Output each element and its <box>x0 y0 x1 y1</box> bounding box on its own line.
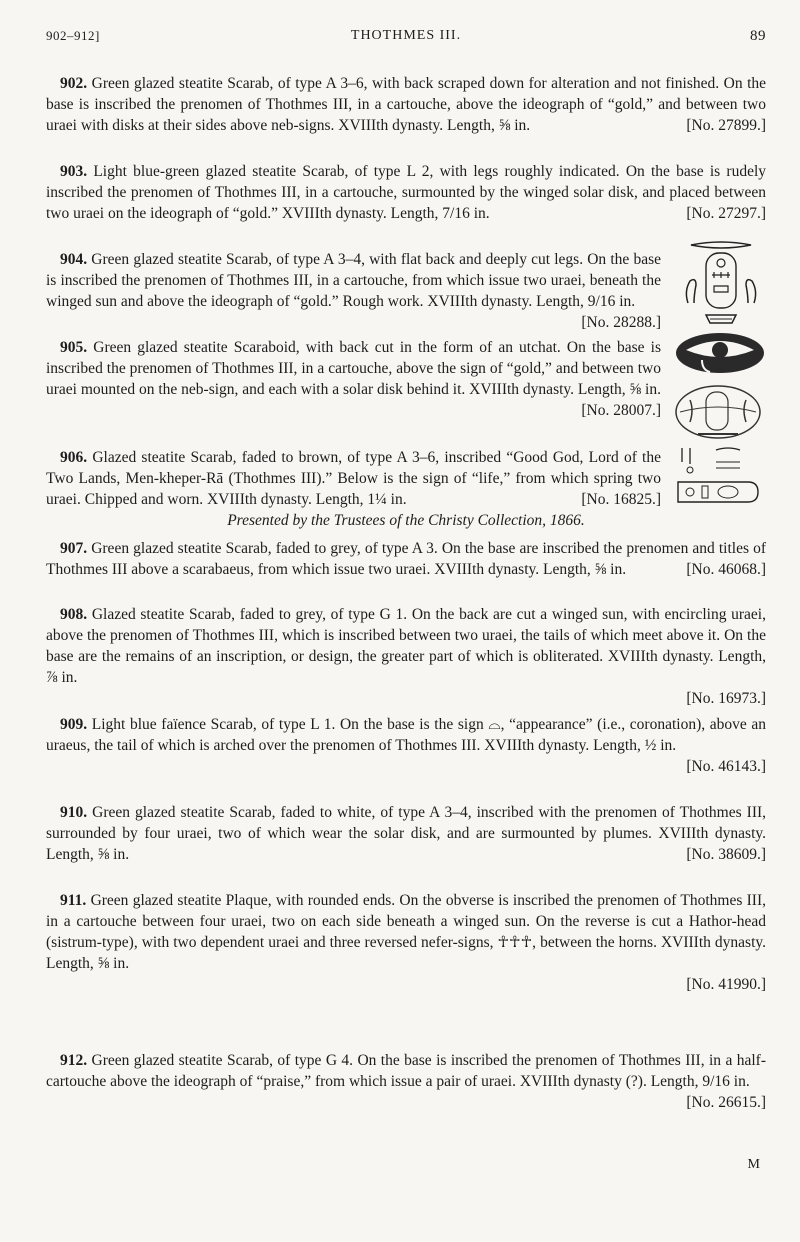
museum-number: [No. 27297.] <box>686 205 766 222</box>
museum-number: [No. 46143.] <box>686 758 766 775</box>
museum-number: [No. 38609.] <box>686 846 766 863</box>
entry-text: Green glazed steatite Scarab, faded to grey, of type A 3. On the base are inscribed the prenomen and titles of Thothmes III above a scarabaeus, from which issue two uraei. XVIIIth dynasty. Length, ⅝ in. <box>46 540 766 578</box>
entry-number: 910. <box>60 804 88 821</box>
entry-number: 904. <box>60 251 88 268</box>
entry-number: 908. <box>60 606 88 623</box>
catalogue-entry-907 <box>46 538 766 580</box>
catalogue-entry-902 <box>46 73 766 136</box>
catalogue-entry-908 <box>46 604 766 709</box>
catalogue-entry-906 <box>46 447 661 510</box>
page-number: 89 <box>750 28 766 44</box>
entry-text: Green glazed steatite Scaraboid, with back cut in the form of an utchat. On the base is inscribed the prenomen of Thothmes III, in a cartouche, above the sign of “gold,” and between two uraei mounted on the neb-sign, and each with a solar disk behind it. XVIIIth dynasty. Length, ⅝ in. <box>46 339 662 398</box>
catalogue-entry-912 <box>46 1050 766 1113</box>
entry-number: 909. <box>60 716 88 733</box>
entry-text: Green glazed steatite Scarab, faded to white, of type A 3–4, inscribed with the prenomen of Thothmes III, surrounded by four uraei, two of which wear the solar disk, and are surmounted by plumes. XVIIIth dynasty. Length, ⅝ in. <box>46 804 767 863</box>
entry-range: 902–912] <box>46 28 100 43</box>
presentation-note <box>46 510 766 531</box>
entry-text: Green glazed steatite Scarab, of type A 3–6, with back scraped down for alteration and not finished. On the base is inscribed the prenomen of Thothmes III, in a cartouche, above the ideograph of “gold,” and between two uraei with disks at their sides above neb-signs. XVIIIth dynasty. Length, ⅝ in. <box>46 75 767 134</box>
cartouche-figure-904 <box>676 241 766 327</box>
museum-number: [No. 46068.] <box>686 561 766 578</box>
museum-number: [No. 16973.] <box>686 690 766 707</box>
presented-by: Presented by the Trustees of the Christy Collection, 1866. <box>227 512 585 529</box>
page <box>46 28 766 50</box>
catalogue-entry-911 <box>46 890 766 995</box>
entry-text: Glazed steatite Scarab, faded to grey, of type G 1. On the back are cut a winged sun, with encircling uraei, above the prenomen of Thothmes III, which is inscribed between two uraei, the tails of which meet above it. On the base are the remains of an inscription, or design, the greater part of which is obliterated. XVIIIth dynasty. Length, ⅞ in. <box>46 606 766 686</box>
entry-number: 912. <box>60 1052 88 1069</box>
entry-text: Green glazed steatite Scarab, of type G 4. On the base is inscribed the prenomen of Thothmes III, in a half-cartouche above the ideograph of “praise,” from which issue a pair of uraei. XVIIIth dynasty (?). Length, 9/16 in. <box>46 1052 766 1090</box>
utchat-scaraboid-figure <box>672 330 768 376</box>
catalogue-entry-910 <box>46 802 766 865</box>
entry-number: 902. <box>60 75 88 92</box>
entry-text: Light blue-green glazed steatite Scarab, of type L 2, with legs roughly indicated. On the base is rudely inscribed the prenomen of Thothmes III, in a cartouche, surmounted by the winged solar disk, and placed between two uraei on the ideograph of “gold.” XVIIIth dynasty. Length, 7/16 in. <box>46 163 767 222</box>
museum-number: [No. 26615.] <box>686 1094 766 1111</box>
entry-text: Green glazed steatite Plaque, with rounded ends. On the obverse is inscribed the prenomen of Thothmes III, in a cartouche between four uraei, two on each side beneath a winged sun. On the reverse is cut a Hathor-head (sistrum-type), with two dependent uraei and three reversed nefer-signs, ☥☥☥, between the horns. XVIIIth dynasty. Length, ⅝ in. <box>46 892 766 972</box>
entry-number: 903. <box>60 163 88 180</box>
catalogue-entry-905 <box>46 337 661 421</box>
museum-number: [No. 16825.] <box>581 491 661 508</box>
entry-number: 906. <box>60 449 88 466</box>
entry-text: Glazed steatite Scarab, faded to brown, of type A 3–6, inscribed “Good God, Lord of the Two Lands, Men-kheper-Rā (Thothmes III).” Below is the sign of “life,” from which spring two uraei. Chipped and worn. XVIIIth dynasty. Length, 1¼ in. <box>46 449 661 508</box>
catalogue-entry-904 <box>46 249 661 333</box>
entry-number: 907. <box>60 540 88 557</box>
museum-number: [No. 27899.] <box>686 117 766 134</box>
museum-number: [No. 28007.] <box>581 402 661 419</box>
scarab-inscription-figure-906 <box>676 446 768 508</box>
running-title: THOTHMES III. <box>350 28 462 43</box>
entry-number: 905. <box>60 339 88 356</box>
signature-mark: M <box>747 1157 760 1172</box>
catalogue-entry-903 <box>46 161 766 224</box>
entry-number: 911. <box>60 892 87 909</box>
running-header <box>46 28 766 50</box>
scaraboid-base-figure <box>670 382 766 444</box>
museum-number: [No. 41990.] <box>686 976 766 993</box>
entry-text: Light blue faïence Scarab, of type L 1. On the base is the sign ⌓, “appearance” (i.e., coronation), above an uraeus, the tail of which is arched over the prenomen of Thothmes III. XVIIIth dynasty. Length, ½ in. <box>46 716 767 754</box>
museum-number: [No. 28288.] <box>581 314 661 331</box>
entry-text: Green glazed steatite Scarab, of type A 3–4, with flat back and deeply cut legs. On the base is inscribed the prenomen of Thothmes III, in a cartouche, from which issue two uraei, beneath the winged sun and above the ideograph of “gold.” Rough work. XVIIIth dynasty. Length, 9/16 in. <box>46 251 661 310</box>
catalogue-entry-909 <box>46 714 766 777</box>
